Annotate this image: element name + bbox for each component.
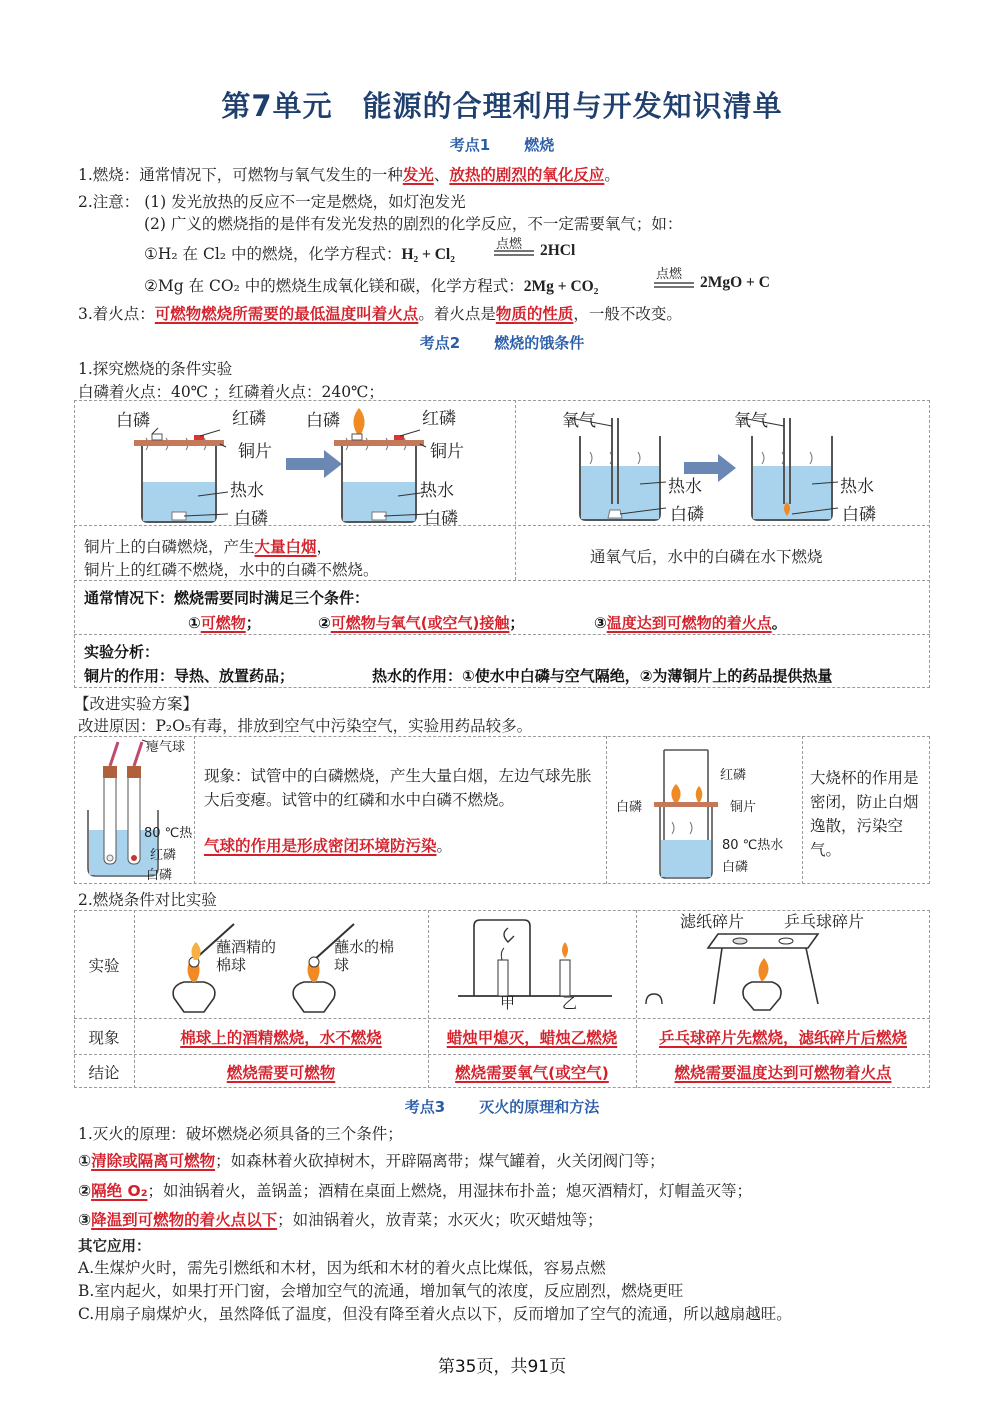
keyword: 棉球上的酒精燃烧，水不燃烧 <box>180 1029 382 1047</box>
method-3 <box>78 1208 603 1230</box>
keyword: 蜡烛甲熄灭，蜡烛乙燃烧 <box>446 1029 618 1047</box>
keyword-ignition-def: 可燃物燃烧所需要的最低温度叫着火点 <box>154 305 419 323</box>
method-1 <box>78 1149 665 1171</box>
label-white-phosphorus: 白磷 <box>424 509 458 529</box>
equation-left: H₂ + Cl₂ <box>401 246 455 263</box>
note-h2-cl2 <box>144 242 455 264</box>
equation-left: 2Mg + CO₂ <box>523 278 599 295</box>
keyword: 隔绝 O₂ <box>91 1182 148 1200</box>
equation-2-right: 2MgO + C <box>700 274 770 291</box>
text: 。 <box>436 837 453 855</box>
divider <box>74 1018 930 1019</box>
keyword: 燃烧需要氧气(或空气) <box>455 1064 609 1082</box>
text: ③ <box>78 1211 92 1229</box>
phenomenon-3 <box>636 1026 930 1048</box>
other-applications-title: 其它应用： <box>78 1239 151 1255</box>
observation-copper-2: 铜片上的红磷不燃烧，水中的白磷不燃烧。 <box>84 561 379 579</box>
label-balloon: 瘪气球 <box>146 740 186 755</box>
text: 、 <box>433 166 450 184</box>
note-mg-co2 <box>144 274 598 296</box>
condition-2 <box>318 612 524 633</box>
label-oxygen: 氧气 <box>734 411 768 431</box>
divider <box>802 736 803 884</box>
text: ； <box>245 614 261 632</box>
label-hot-water: 热水 <box>420 481 454 501</box>
note-2: (2) 广义的燃烧指的是伴有发光发热的剧烈的化学反应，不一定需要氧气；如： <box>144 215 683 233</box>
label-white-phosphorus: 白磷 <box>116 411 150 431</box>
equation-1-condition: 点燃 <box>496 237 523 252</box>
conclusion-1 <box>134 1061 428 1083</box>
balloon-role <box>204 834 452 856</box>
improve-phenomenon: 现象：试管中的白磷燃烧，产生大量白烟，左边气球先胀大后变瘪。试管中的红磷和水中白磷不燃烧。 <box>204 767 592 809</box>
page-title: 第7单元 能源的合理利用与开发知识清单 <box>221 89 783 123</box>
label-white-phosphorus: 白磷 <box>722 860 749 875</box>
keyword: 燃烧需要温度达到可燃物着火点 <box>674 1064 892 1082</box>
text: ② <box>78 1182 92 1200</box>
equation-2-condition: 点燃 <box>656 267 683 282</box>
label-white-phosphorus: 白磷 <box>670 505 704 525</box>
label-white-phosphorus: 白磷 <box>306 411 340 431</box>
keyword: 气球的作用是形成密闭环境防污染 <box>204 837 437 855</box>
application-a: A.生煤炉火时，需先引燃纸和木材，因为纸和木材的着火点比煤低，容易点燃 <box>78 1259 606 1277</box>
text: ； <box>509 614 525 632</box>
text: ；如油锅着火，盖锅盖；酒精在桌面上燃烧，用湿抹布扑盖；熄灭酒精灯，灯帽盖灭等； <box>147 1182 753 1200</box>
section-3-title: 灭火的原理和方法 <box>479 1098 600 1116</box>
label-copper-plate: 铜片 <box>730 800 757 815</box>
beaker-role: 大烧杯的作用是密闭，防止白烟逸散，污染空气。 <box>810 769 919 859</box>
section-1-title: 燃烧 <box>524 136 555 154</box>
divider <box>74 634 930 635</box>
analysis-title: 实验分析： <box>84 643 160 661</box>
section-2-title: 燃烧的饿条件 <box>494 334 585 352</box>
row-label-conclusion: 结论 <box>88 1064 120 1082</box>
label-hot-water: 热水 <box>230 481 264 501</box>
keyword-white-smoke: 大量白烟 <box>254 538 317 556</box>
divider <box>606 736 607 884</box>
label-candle-jia: 甲 <box>500 994 516 1012</box>
text: 。着火点是 <box>418 305 496 323</box>
analysis-copper-role: 铜片的作用：导热、放置药品； <box>84 667 295 685</box>
analysis-hot-water-role: 热水的作用：①使水中白磷与空气隔绝，②为薄铜片上的药品提供热量 <box>372 667 833 685</box>
keyword: 温度达到可燃物的着火点 <box>606 614 772 632</box>
label-alcohol-cotton: 蘸酒精的棉球 <box>216 938 277 974</box>
condition-1 <box>188 612 261 633</box>
divider <box>515 400 516 580</box>
label-white-phosphorus: 白磷 <box>616 800 643 815</box>
condition-3 <box>594 612 787 633</box>
keyword-light: 发光 <box>402 166 434 184</box>
label-white-phosphorus: 白磷 <box>146 868 173 883</box>
label-oxygen: 氧气 <box>562 411 596 431</box>
phenomenon-2 <box>428 1026 636 1048</box>
label-hot-water-80: 80 ℃热水 <box>722 838 784 853</box>
label-red-phosphorus: 红磷 <box>720 768 747 783</box>
label-red-phosphorus: 红磷 <box>422 409 456 429</box>
label-white-phosphorus: 白磷 <box>842 505 876 525</box>
label-hot-water-80: 80 ℃热 <box>144 826 193 841</box>
keyword-property: 物质的性质 <box>495 305 574 323</box>
combustion-definition <box>78 163 620 185</box>
text: ①H₂ 在 Cl₂ 中的燃烧，化学方程式： <box>144 245 402 263</box>
section-2-number: 考点2 <box>419 334 461 352</box>
equation-2-arrow <box>654 282 694 288</box>
note-1: 2.注意： (1) 发光放热的反应不一定是燃烧，如灯泡发光 <box>78 193 466 211</box>
text: 铜片上的白磷燃烧，产生 <box>84 538 255 556</box>
divider <box>194 736 195 884</box>
section-1-number: 考点1 <box>449 136 491 154</box>
keyword: 可燃物与氧气(或空气)接触 <box>330 614 510 632</box>
text: ；如油锅着火，放青菜；水灭火；吹灭蜡烛等； <box>277 1211 603 1229</box>
text: ②Mg 在 CO₂ 中的燃烧生成氧化镁和碳，化学方程式： <box>144 277 524 295</box>
extinguish-principle: 1.灭火的原理：破坏燃烧必须具备的三个条件； <box>78 1125 403 1143</box>
method-2 <box>78 1179 752 1201</box>
improve-reason: 改进原因：P₂O₅有毒，排放到空气中污染空气，实验用药品较多。 <box>78 717 533 735</box>
conclusion-3 <box>636 1061 930 1083</box>
application-c: C.用扇子扇煤炉火，虽然降低了温度，但没有降至着火点以下，反而增加了空气的流通，所以越扇越旺。 <box>78 1305 792 1323</box>
keyword: 降温到可燃物的着火点以下 <box>91 1211 278 1229</box>
text: ① <box>78 1152 92 1170</box>
text: ① <box>188 614 201 632</box>
keyword: 可燃物 <box>200 614 246 632</box>
label-white-phosphorus: 白磷 <box>234 509 268 529</box>
keyword: 乒乓球碎片先燃烧，滤纸碎片后燃烧 <box>658 1029 907 1047</box>
text: ② <box>318 614 331 632</box>
keyword: 清除或隔离可燃物 <box>91 1152 216 1170</box>
divider <box>74 525 930 526</box>
text: ③ <box>594 614 607 632</box>
observation-copper <box>84 535 332 557</box>
application-b: B.室内起火，如果打开门窗，会增加空气的流通，增加氧气的浓度，反应剧烈，燃烧更旺 <box>78 1282 684 1300</box>
section-3-number: 考点3 <box>404 1098 446 1116</box>
text: 1.燃烧：通常情况下，可燃物与氧气发生的一种 <box>78 166 403 184</box>
conclusion-2 <box>428 1061 636 1083</box>
section-3-heading <box>0 1096 1004 1117</box>
label-copper-plate: 铜片 <box>238 442 272 462</box>
label-pingpong: 乒乓球碎片 <box>784 912 865 931</box>
row-label-experiment: 实验 <box>88 957 120 975</box>
label-red-phosphorus: 红磷 <box>150 848 177 863</box>
label-hot-water: 热水 <box>840 477 874 497</box>
observation-oxygen: 通氧气后，水中的白磷在水下燃烧 <box>590 548 823 566</box>
text: 。 <box>604 166 620 184</box>
label-water-cotton: 蘸水的棉球 <box>334 938 395 974</box>
divider <box>74 1054 930 1055</box>
keyword: 燃烧需要可燃物 <box>226 1064 336 1082</box>
label-filter-paper: 滤纸碎片 <box>680 912 745 931</box>
equation-1-arrow <box>494 250 534 256</box>
keyword-heat: 放热的剧烈的氧化反应 <box>449 166 605 184</box>
experiment-1-title: 1.探究燃烧的条件实验 <box>78 360 233 378</box>
conditions-title: 通常情况下：燃烧需要同时满足三个条件： <box>84 589 370 607</box>
candle-figure <box>432 912 632 1016</box>
section-2-heading <box>0 332 1004 353</box>
section-1-heading <box>0 134 1004 155</box>
phenomenon-1 <box>134 1026 428 1048</box>
text: 。 <box>771 614 787 632</box>
ignition-temperatures: 白磷着火点：40℃ ；红磷着火点：240℃； <box>78 383 384 401</box>
experiment-2-title: 2.燃烧条件对比实验 <box>78 891 217 909</box>
improve-title: 【改进实验方案】 <box>74 695 199 713</box>
text: ，一般不改变。 <box>573 305 682 323</box>
text: ；如森林着火砍掉树木，开辟隔离带；煤气罐着，火关闭阀门等； <box>215 1152 665 1170</box>
row-label-phenomenon: 现象 <box>88 1029 120 1047</box>
label-hot-water: 热水 <box>668 477 702 497</box>
text: ， <box>316 538 333 556</box>
label-red-phosphorus: 红磷 <box>232 409 266 429</box>
label-candle-yi: 乙 <box>562 994 578 1012</box>
text: 3.着火点： <box>78 305 155 323</box>
ignition-point <box>78 302 682 324</box>
page-number: 第35页，共91页 <box>437 1357 567 1377</box>
label-copper-plate: 铜片 <box>430 442 464 462</box>
divider <box>74 580 930 581</box>
equation-1-right: 2HCl <box>540 242 576 259</box>
